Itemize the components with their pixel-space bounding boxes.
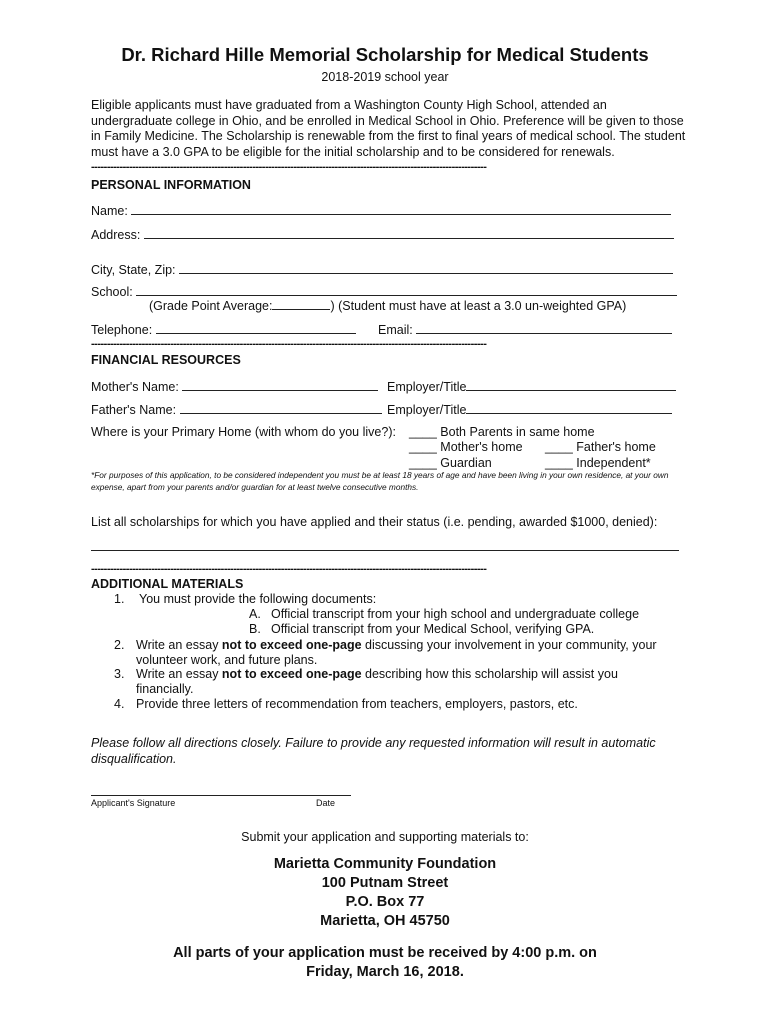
scholarships-prompt: List all scholarships for which you have applied and their status (i.e. pending, awarded $1000, denied): (91, 515, 658, 529)
scholarships-line[interactable] (91, 550, 679, 551)
option-label: Both Parents in same home (440, 425, 595, 439)
father-employer-line (466, 402, 672, 414)
email-line (416, 322, 672, 334)
item-text: discussing your involvement in your community, your (361, 638, 657, 652)
city-label: City, State, Zip: (91, 263, 176, 277)
gpa-note: (Student must have at least a 3.0 un-weighted GPA) (338, 299, 627, 313)
list-item (114, 592, 124, 608)
primary-home-question: Where is your Primary Home (with whom do you live?): (91, 425, 396, 439)
mailing-city: Marietta, OH 45750 (320, 913, 450, 929)
submit-instructions: Submit your application and supporting materials to: (241, 830, 529, 844)
item-number: 2. (114, 638, 125, 652)
father-name-field[interactable] (91, 402, 382, 417)
list-item-text: Official transcript from your Medical School, verifying GPA. (271, 622, 595, 636)
option-both-parents[interactable] (409, 425, 595, 439)
school-line (136, 284, 677, 296)
option-label: Mother's home (440, 440, 523, 454)
additional-materials-heading: ADDITIONAL MATERIALS (91, 577, 244, 591)
option-mother[interactable] (409, 440, 523, 454)
personal-info-heading: PERSONAL INFORMATION (91, 178, 251, 192)
financial-heading: FINANCIAL RESOURCES (91, 353, 241, 367)
telephone-label: Telephone: (91, 323, 153, 337)
item-number: 4. (114, 697, 125, 711)
school-field[interactable] (91, 284, 677, 299)
name-line (131, 203, 671, 215)
telephone-line (156, 322, 356, 334)
mother-employer-field[interactable] (387, 379, 676, 394)
option-blank: ____ (409, 425, 437, 439)
independent-footnote: *For purposes of this application, to be considered independent you must be at least 18 years of age and have been living in your own residence, at your own expense, apart from your parents and/or guardian for at least twelve consecutive months. (91, 470, 669, 492)
gpa-close: ) (330, 299, 335, 313)
email-field[interactable] (378, 322, 672, 337)
deadline-line-1: All parts of your application must be received by 4:00 p.m. on (173, 945, 597, 961)
divider: ----------------------------------------------------------------------------------------------------------------------------- (91, 162, 487, 172)
option-label: Independent* (576, 456, 651, 470)
deadline-line-2: Friday, March 16, 2018. (306, 964, 464, 980)
mailing-org: Marietta Community Foundation (273, 856, 497, 872)
address-label: Address: (91, 228, 141, 242)
page-title: Dr. Richard Hille Memorial Scholarship for Medical Students (121, 44, 649, 65)
school-year: 2018-2019 school year (321, 70, 449, 84)
signature-label: Applicant's Signature (91, 798, 176, 808)
item-letter: A. (249, 607, 261, 621)
list-item-text: volunteer work, and future plans. (136, 653, 318, 667)
email-label: Email: (378, 323, 413, 337)
address-field[interactable] (91, 227, 674, 242)
mother-label: Mother's Name: (91, 380, 179, 394)
item-emphasis: not to exceed one-page (221, 638, 362, 652)
mother-name-field[interactable] (91, 379, 378, 394)
gpa-field[interactable] (149, 298, 626, 313)
list-item-text: Provide three letters of recommendation from teachers, employers, pastors, etc. (136, 697, 578, 711)
date-label: Date (316, 798, 336, 808)
list-item-text: Official transcript from your high school and undergraduate college (271, 607, 640, 621)
option-blank: ____ (409, 456, 437, 470)
mother-employer-line (466, 379, 676, 391)
employer-label: Employer/Title (387, 380, 467, 394)
city-field[interactable] (91, 262, 673, 277)
option-label: Father's home (576, 440, 656, 454)
list-item-text (136, 667, 618, 683)
gpa-label: (Grade Point Average: (149, 299, 273, 313)
father-line (180, 402, 382, 414)
option-label: Guardian (440, 456, 492, 470)
city-line (179, 262, 673, 274)
list-item-text: financially. (136, 682, 194, 696)
mother-line (182, 379, 378, 391)
list-item-text (136, 638, 657, 654)
name-field[interactable] (91, 203, 671, 218)
father-employer-field[interactable] (387, 402, 672, 417)
divider: ----------------------------------------------------------------------------------------------------------------------------- (91, 564, 487, 574)
option-blank: ____ (545, 440, 573, 454)
option-independent[interactable] (545, 456, 651, 470)
father-label: Father's Name: (91, 403, 177, 417)
name-label: Name: (91, 204, 128, 218)
warning-note: Please follow all directions closely. Failure to provide any requested information will result in automatic disqualification. (91, 736, 656, 766)
address-line (144, 227, 674, 239)
gpa-line (272, 298, 330, 310)
mailing-street: 100 Putnam Street (321, 875, 449, 891)
item-text: describing how this scholarship will assist you (361, 667, 618, 681)
option-father[interactable] (545, 440, 656, 454)
option-blank: ____ (545, 456, 573, 470)
item-letter: B. (249, 622, 261, 636)
school-label: School: (91, 285, 133, 299)
signature-line[interactable] (91, 795, 351, 796)
list-item-text: You must provide the following documents: (139, 592, 377, 606)
mailing-po-box: P.O. Box 77 (345, 894, 425, 910)
eligibility-paragraph: Eligible applicants must have graduated from a Washington County High School, attended an undergraduate college in Ohio, and be enrolled in Medical School in Ohio. Preference will be given to those in Family Medicine. The Scholarship is renewable from the first to final years of medical school. The student must have a 3.0 GPA to be eligible for the initial scholarship and to be considered for renewals. (91, 98, 686, 159)
divider: ----------------------------------------------------------------------------------------------------------------------------- (91, 339, 487, 349)
item-number: 3. (114, 667, 125, 681)
item-number: 1. (114, 592, 125, 606)
item-emphasis: not to exceed one-page (221, 667, 362, 681)
option-blank: ____ (409, 440, 437, 454)
option-guardian[interactable] (409, 456, 492, 470)
telephone-field[interactable] (91, 322, 356, 337)
item-text: Write an essay (136, 667, 222, 681)
item-text: Write an essay (136, 638, 222, 652)
employer-label: Employer/Title (387, 403, 467, 417)
